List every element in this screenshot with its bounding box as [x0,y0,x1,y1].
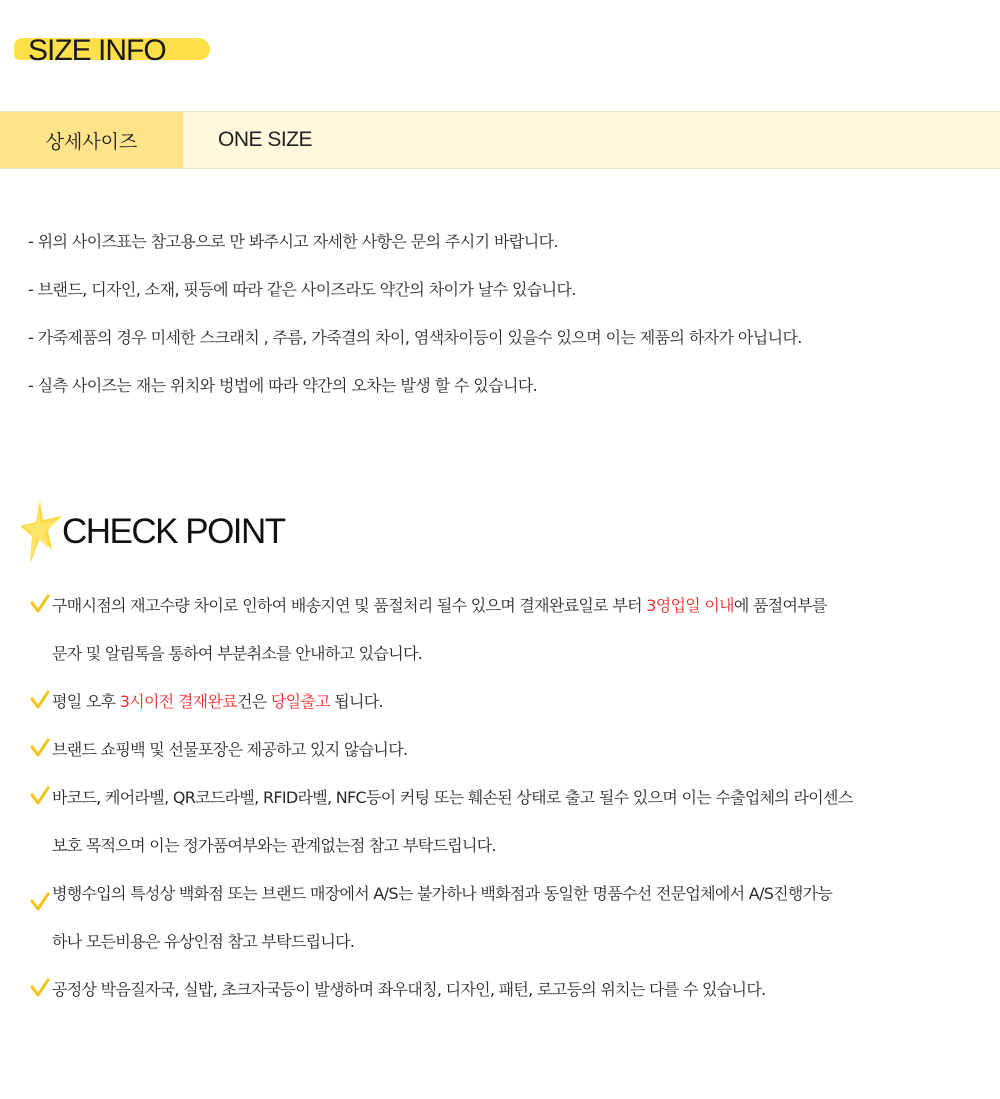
checkmark-icon [30,690,50,710]
text-segment: 건은 [236,692,271,711]
list-item [30,688,990,717]
list-item-text [52,592,990,621]
highlight-text: 당일출고 [270,692,330,711]
highlight-text: 3영업일 이내 [646,596,734,615]
size-table [0,111,1000,169]
list-item [30,736,990,765]
text-segment: 에 품절여부를 [733,596,827,615]
size-info-heading [14,30,166,72]
size-info-title: SIZE INFO [28,34,166,67]
size-note: - 위의 사이즈표는 참고용으로 만 봐주시고 자세한 사항은 문의 주시기 바랍니다. [28,232,558,251]
size-note: - 브랜드, 디자인, 소재, 핏등에 따라 같은 사이즈라도 약간의 차이가 날수 있습니다. [28,280,576,299]
list-item-text: 하나 모든비용은 유상인점 참고 부탁드립니다. [52,932,355,951]
list-item-text: 문자 및 알림톡을 통하여 부분취소를 안내하고 있습니다. [52,644,423,663]
list-item-text: 바코드, 케어라벨, QR코드라벨, RFID라벨, NFC등이 커팅 또는 훼손된 상태로 출고 될수 있으며 이는 수출업체의 라이센스 [52,788,853,807]
list-item-text: 보호 목적으며 이는 정가품여부와는 관계없는점 참고 부탁드립니다. [52,836,496,855]
list-item-text [52,688,990,717]
list-item [30,976,990,1005]
text-segment: 구매시점의 재고수량 차이로 인하여 배송지연 및 품절처리 될수 있으며 결재완료일로 부터 [52,596,647,615]
check-point-list [30,592,990,1024]
list-item [30,880,990,957]
list-item [30,784,990,861]
size-note: - 실측 사이즈는 재는 위치와 벙법에 따라 약간의 오차는 발생 할 수 있습니다. [28,376,538,395]
text-segment: 평일 오후 [52,692,120,711]
checkmark-icon [30,786,50,806]
check-point-heading [18,498,318,568]
size-table-header: 상세사이즈 [0,112,183,168]
list-item [30,592,990,669]
highlight-text: 3시이전 결재완료 [119,692,237,711]
size-notes [28,228,988,420]
checkmark-icon [30,594,50,614]
list-item-text: 브랜드 쇼핑백 및 선물포장은 제공하고 있지 않습니다. [52,740,408,759]
size-table-value: ONE SIZE [218,128,313,151]
text-segment: 됩니다. [329,692,383,711]
list-item-text: 공정상 박음질자국, 실밥, 초크자국등이 발생하며 좌우대칭, 디자인, 패턴, 로고등의 위치는 다를 수 있습니다. [52,980,766,999]
checkmark-icon [30,978,50,998]
checkmark-icon [30,738,50,758]
star-icon [18,498,68,568]
list-item-text: 병행수입의 특성상 백화점 또는 브랜드 매장에서 A/S는 불가하나 백화점과 동일한 명품수선 전문업체에서 A/S진행가능 [52,884,833,903]
check-point-title: CHECK POINT [62,512,285,551]
checkmark-icon [30,892,50,912]
size-note: - 가죽제품의 경우 미세한 스크래치 , 주름, 가죽결의 차이, 염색차이등이 있을수 있으며 이는 제품의 하자가 아닙니다. [28,328,802,347]
